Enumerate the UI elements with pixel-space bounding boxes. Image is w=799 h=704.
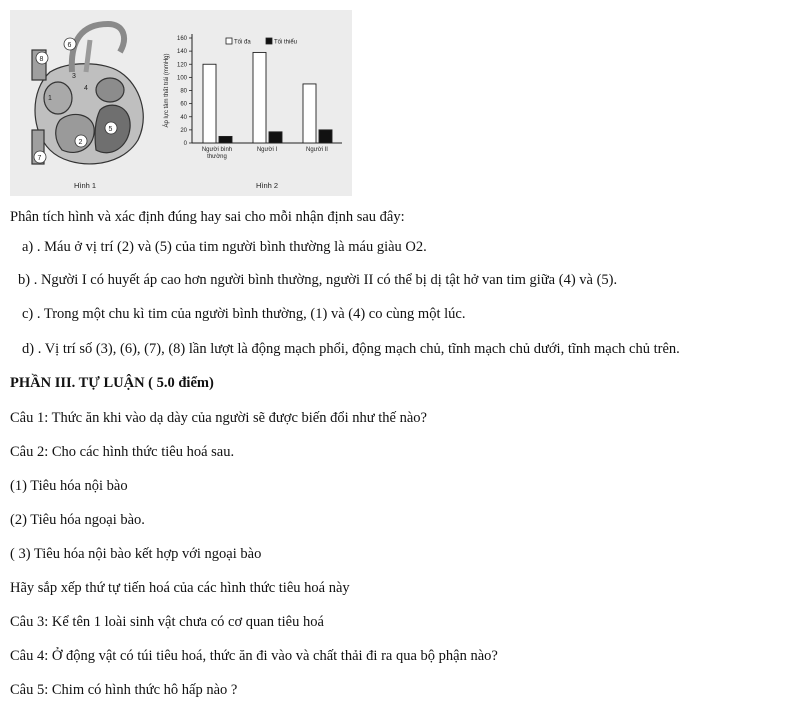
option-2: (2) Tiêu hóa ngoại bào.	[10, 512, 145, 528]
bar-max-0	[203, 64, 216, 143]
hinh1-label: Hình 1	[74, 181, 97, 190]
right-ventricle	[56, 114, 94, 152]
heart-label-2: 2	[78, 139, 83, 146]
x-tick-label: thường	[207, 154, 227, 160]
x-tick-label: Người II	[306, 147, 328, 153]
statement-a: a) . Máu ở vị trí (2) và (5) của tim người bình thường là máu giàu O2.	[22, 239, 427, 255]
x-tick-label: Người bình	[201, 147, 233, 153]
heart-label-6: 6	[67, 42, 72, 49]
bar-min-0	[219, 136, 232, 143]
question-2-prompt: Hãy sắp xếp thứ tự tiến hoá của các hình thức tiêu hoá này	[10, 580, 350, 596]
option-3: ( 3) Tiêu hóa nội bào kết hợp với ngoại bào	[10, 546, 262, 562]
question-4: Câu 4: Ở động vật có túi tiêu hoá, thức ăn đi vào và chất thải đi ra qua bộ phận nào?	[10, 648, 498, 664]
statement-d: d) . Vị trí số (3), (6), (7), (8) lần lượt là động mạch phổi, động mạch chủ, tĩnh mạch chủ dưới, tĩnh mạch chủ trên.	[22, 341, 680, 357]
bar-chart	[163, 34, 342, 160]
statement-c: c) . Trong một chu kì tim của người bình thường, (1) và (4) co cùng một lúc.	[22, 306, 466, 322]
section-title: PHẦN III. TỰ LUẬN ( 5.0 điểm)	[10, 375, 214, 391]
question-5: Câu 5: Chim có hình thức hô hấp nào ?	[10, 682, 238, 698]
legend-swatch-0	[226, 38, 232, 44]
x-tick-label: Người I	[256, 147, 278, 153]
left-atrium	[96, 78, 124, 102]
bar-max-2	[303, 84, 316, 143]
legend-swatch-1	[266, 38, 272, 44]
y-tick-label: 80	[180, 88, 187, 95]
heart-label-1: 1	[48, 95, 52, 102]
intro-text: Phân tích hình và xác định đúng hay sai cho mỗi nhận định sau đây:	[10, 209, 405, 225]
heart-diagram	[32, 24, 143, 164]
bar-max-1	[253, 52, 266, 143]
heart-label-7: 7	[37, 155, 42, 162]
y-tick-label: 140	[176, 49, 187, 56]
bar-min-1	[269, 132, 282, 143]
statement-b: b) . Người I có huyết áp cao hơn người bình thường, người II có thể bị dị tật hở van tim giữa (4) và (5).	[18, 272, 618, 288]
figure-svg	[10, 10, 352, 196]
y-tick-label: 0	[183, 141, 187, 147]
question-2: Câu 2: Cho các hình thức tiêu hoá sau.	[10, 444, 235, 460]
legend-label-1: Tối thiểu	[274, 39, 298, 46]
hinh2-label: Hình 2	[256, 181, 279, 190]
heart-label-5: 5	[108, 126, 113, 133]
option-1: (1) Tiêu hóa nội bào	[10, 478, 128, 494]
figure-panel	[10, 10, 352, 196]
y-tick-label: 100	[176, 75, 187, 82]
y-tick-label: 40	[180, 114, 187, 121]
heart-label-8: 8	[39, 56, 44, 63]
y-tick-label: 60	[180, 101, 187, 108]
heart-label-3: 3	[72, 73, 76, 80]
legend-label-0: Tối đa	[234, 39, 251, 46]
question-1: Câu 1: Thức ăn khi vào dạ dày của người sẽ được biến đổi như thế nào?	[10, 410, 427, 426]
question-3: Câu 3: Kể tên 1 loài sinh vật chưa có cơ quan tiêu hoá	[10, 614, 324, 630]
y-axis-label: Áp lực tâm thất trái (mmHg)	[164, 53, 170, 128]
y-tick-label: 120	[176, 62, 187, 69]
y-tick-label: 20	[180, 127, 187, 134]
heart-label-4: 4	[84, 85, 88, 92]
y-tick-label: 160	[176, 36, 187, 42]
bar-min-2	[319, 130, 332, 143]
